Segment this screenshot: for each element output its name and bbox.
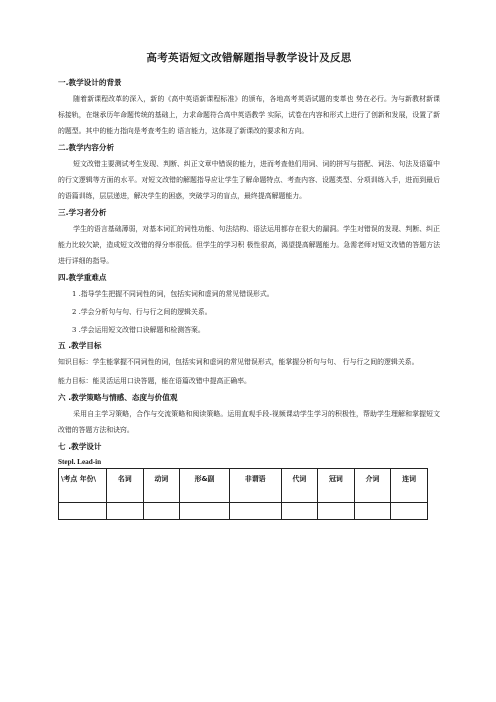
section-goals xyxy=(58,340,440,389)
section-heading: 二.教学内容分析 xyxy=(58,143,115,152)
list-item: 1 .指导学生把握不同词性的词，包括实词和虚词的常见错误形式。 xyxy=(72,290,274,298)
section-heading: 一.教学设计的背景 xyxy=(58,78,122,87)
table-header-cell: 代词 xyxy=(281,469,318,503)
table-cell xyxy=(281,503,318,520)
table-cell xyxy=(318,503,355,520)
section-heading: 七 .教学设计 xyxy=(58,442,102,451)
step-label: Stepl. Lead-in xyxy=(58,458,102,466)
section-heading: 三.学习者分析 xyxy=(58,208,107,217)
table-cell xyxy=(59,503,107,520)
section-paragraph: 随着新课程改革的深入，新的《高中英语新课程标准》的颁布，各地高考英语试题的变革也 势在必行。为与新教材新课标接轨，在继承历年命题传统的基础上，力求命题符合高中英语教学 实际，试卷在内容和形式上进行了创新和发展，设置了新的题型。其中的能力指向是考查考生的 语言能力，这体现了新课改的要求和方向。 xyxy=(58,95,440,135)
section-paragraph: 学生的语言基础薄弱，对基本词汇的词性功能、句法结构、语法运用都存在很大的漏洞。学生对错误的发现、判断、纠正能力比较欠缺，造成短文改错的得分率很低。但学生的学习积 极性很高，渴望提高解题能力。急需老师对短文改错的答题方法进行详细的指导。 xyxy=(58,225,440,265)
section-learner-analysis xyxy=(58,207,440,269)
table-cell xyxy=(143,503,180,520)
list-item: 3 .学会运用短文改错口诀解题和检测答案。 xyxy=(72,326,205,334)
section-heading: 四.教学重难点 xyxy=(58,273,107,282)
section-background xyxy=(58,77,440,139)
table-header-cell: 连词 xyxy=(391,469,428,503)
section-heading: 六 .教学策略与情感、态度与价值观 xyxy=(58,393,178,402)
document-title: 高考英语短文改错解题指导教学设计及反思 xyxy=(146,52,352,64)
section-paragraph: 短文改错主要测试考生发现、判断、纠正文章中错误的能力，进而考查他们用词、词的拼写与搭配、词法、句法及语篇中的行文逻辑等方面的水平。对短文改错的解题指导应让学生了解命题特点、考查内容、设题类型、分项训练入手，进而到最后的语篇训练，层层递进，解决学生的困惑，突破学习的盲点，最终提高解题能力。 xyxy=(58,160,440,200)
table-cell xyxy=(107,503,144,520)
section-content-analysis xyxy=(58,142,440,204)
section-heading: 五 .教学目标 xyxy=(58,341,102,350)
section-paragraph: 采用自主学习策略，合作与交流策略和阅读策略。运用直观手段-视频课动学生学习的积极性，帮助学生理解和掌握短文改错的答题方法和诀窍。 xyxy=(58,410,440,434)
table-header-cell: 名词 xyxy=(107,469,144,503)
table-header-cell: 冠词 xyxy=(318,469,355,503)
table-header-cell: 非谓语 xyxy=(229,469,281,503)
section-key-points xyxy=(58,272,440,338)
table-header-row xyxy=(59,469,428,503)
section-paragraph: 能力目标：能灵活运用口诀答题，能在语篇改错中提高正确率。 xyxy=(58,377,251,385)
list-item: 2 .学会分析句与句、行与行之间的逻辑关系。 xyxy=(72,308,212,316)
table-row xyxy=(59,503,428,520)
table-cell xyxy=(391,503,428,520)
section-design xyxy=(58,441,440,520)
table-cell xyxy=(229,503,281,520)
table-header-cell: 形&副 xyxy=(180,469,230,503)
table-cell xyxy=(180,503,230,520)
table-corner-header: \考点 年份\ xyxy=(59,469,107,503)
section-strategy xyxy=(58,392,440,438)
table-header-cell: 介词 xyxy=(354,469,391,503)
exam-points-table xyxy=(58,468,428,520)
table-header-cell: 动词 xyxy=(143,469,180,503)
table-cell xyxy=(354,503,391,520)
section-paragraph: 知识目标：学生能掌握不同词性的词，包括实词和虚词的常见错误形式，能掌握分析句与句、 行与行之间的逻辑关系。 xyxy=(58,358,419,366)
